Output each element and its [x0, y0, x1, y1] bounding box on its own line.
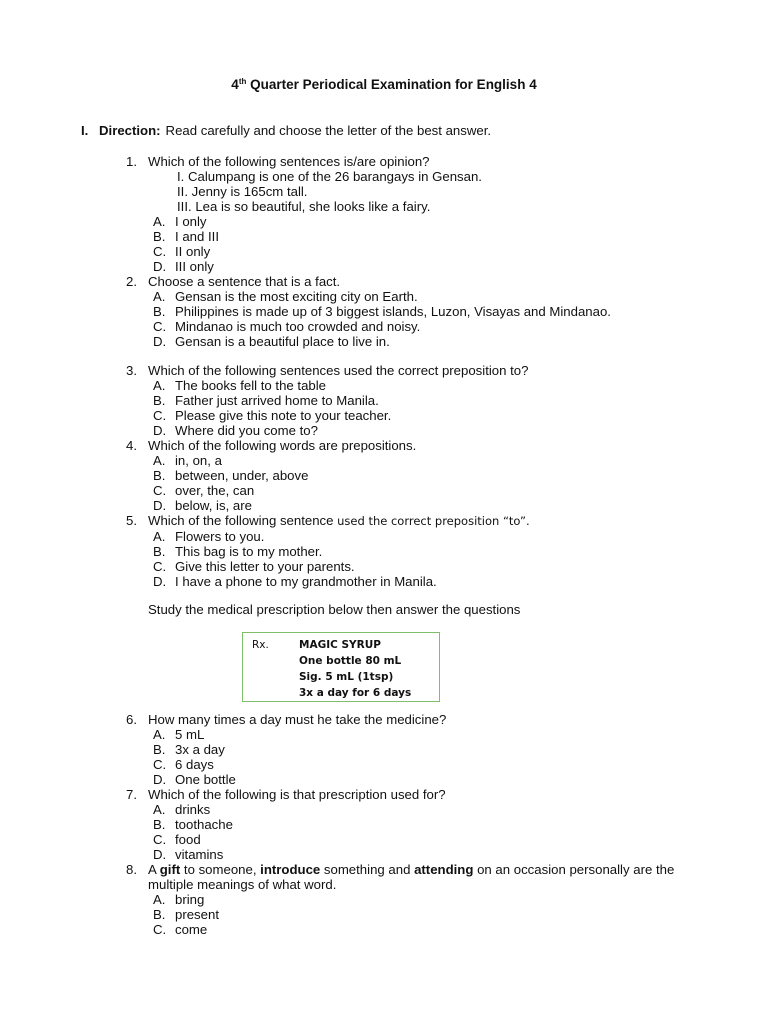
question-3 — [0, 363, 768, 438]
option: A. in, on, a — [153, 453, 222, 468]
option: A. drinks — [153, 802, 211, 817]
option: B. This bag is to my mother. — [153, 544, 323, 559]
question-6 — [0, 712, 768, 787]
option: D. Gensan is a beautiful place to live in. — [153, 334, 390, 349]
direction — [81, 122, 491, 140]
question-number: 1. — [126, 154, 137, 169]
option: D. Where did you come to? — [153, 423, 318, 438]
rx-label: Rx. — [252, 639, 269, 651]
question-number: 4. — [126, 438, 137, 453]
rx-lines — [299, 637, 411, 701]
option: B. Philippines is made up of 3 biggest islands, Luzon, Visayas and Mindanao. — [153, 304, 611, 319]
question-5 — [0, 513, 768, 589]
rx-line: Sig. 5 mL (1tsp) — [299, 671, 394, 683]
direction-text: Read carefully and choose the letter of the best answer. — [165, 123, 492, 138]
option: D. I have a phone to my grandmother in Manila. — [153, 574, 437, 589]
option: C. II only — [153, 244, 211, 259]
question-text: Choose a sentence that is a fact. — [148, 274, 341, 289]
study-instruction: Study the medical prescription below then answer the questions — [148, 602, 521, 617]
question-number: 3. — [126, 363, 137, 378]
question-number: 5. — [126, 513, 137, 528]
direction-number: I. — [81, 123, 89, 138]
option: C. over, the, can — [153, 483, 255, 498]
option: B. between, under, above — [153, 468, 309, 483]
question-text: Which of the following words are prepositions. — [148, 438, 417, 453]
option: B. toothache — [153, 817, 233, 832]
option: D. below, is, are — [153, 498, 252, 513]
option: A. 5 mL — [153, 727, 205, 742]
question-4 — [0, 438, 768, 513]
question-8 — [0, 862, 768, 937]
option: D. One bottle — [153, 772, 236, 787]
question-1 — [0, 154, 768, 274]
option: B. present — [153, 907, 219, 922]
rx-line: One bottle 80 mL — [299, 655, 402, 667]
rx-line: MAGIC SYRUP — [299, 639, 381, 651]
page-title: 4th Quarter Periodical Examination for English 4 — [231, 77, 537, 92]
option: A. The books fell to the table — [153, 378, 327, 393]
question-text: Which of the following is that prescription used for? — [148, 787, 446, 802]
option: D. III only — [153, 259, 214, 274]
option: C. food — [153, 832, 201, 847]
option: A. bring — [153, 892, 205, 907]
option: C. Please give this note to your teacher. — [153, 408, 392, 423]
question-text: Which of the following sentence — [148, 513, 338, 528]
prescription-box — [242, 632, 440, 702]
option: B. I and III — [153, 229, 219, 244]
question-number: 8. — [126, 862, 137, 877]
question-number: 6. — [126, 712, 137, 727]
option: B. 3x a day — [153, 742, 225, 757]
question-number: 7. — [126, 787, 137, 802]
question-text: Which of the following sentences used the correct preposition to? — [148, 363, 529, 378]
statement: II. Jenny is 165cm tall. — [177, 184, 308, 199]
question-text-continued: used the correct preposition “to”. — [337, 514, 530, 528]
question-text: Which of the following sentences is/are opinion? — [148, 154, 430, 169]
option: C. come — [153, 922, 208, 937]
option: C. 6 days — [153, 757, 214, 772]
statement: I. Calumpang is one of the 26 barangays in Gensan. — [177, 169, 482, 184]
option: A. Flowers to you. — [153, 529, 265, 544]
option: C. Give this letter to your parents. — [153, 559, 355, 574]
option: D. vitamins — [153, 847, 224, 862]
question-text: How many times a day must he take the medicine? — [148, 712, 447, 727]
rx-line: 3x a day for 6 days — [299, 687, 412, 699]
statement: III. Lea is so beautiful, she looks like a fairy. — [177, 199, 431, 214]
option: B. Father just arrived home to Manila. — [153, 393, 379, 408]
question-number: 2. — [126, 274, 137, 289]
option: A. I only — [153, 214, 207, 229]
direction-label: Direction: — [99, 123, 161, 138]
question-7 — [0, 787, 768, 862]
option: A. Gensan is the most exciting city on Earth. — [153, 289, 418, 304]
option: C. Mindanao is much too crowded and noisy. — [153, 319, 421, 334]
question-text: 8. A gift to someone, introduce something and attending on an occasion personally are the multiple meanings of what word. — [126, 862, 675, 892]
question-2 — [0, 274, 768, 349]
